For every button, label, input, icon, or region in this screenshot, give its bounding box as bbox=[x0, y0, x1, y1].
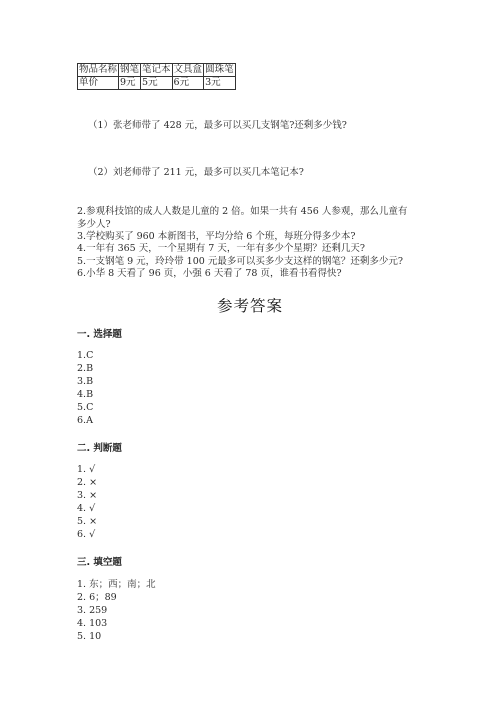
answer-item: 2. 6；89 bbox=[77, 592, 117, 603]
price-table bbox=[77, 63, 236, 90]
question-2-line-2: 多少人? bbox=[77, 219, 111, 230]
table-cell: 钢笔 bbox=[120, 64, 140, 75]
answer-item: 1. √ bbox=[77, 464, 96, 475]
question-1-part-2: （2）刘老师带了 211 元，最多可以买几本笔记本? bbox=[88, 167, 304, 178]
answer-item: 5.C bbox=[77, 402, 94, 413]
section-title-fill-blank: 三. 填空题 bbox=[77, 557, 122, 568]
answer-item: 3. 259 bbox=[77, 605, 108, 616]
question-3: 3.学校购买了 960 本新图书，平均分给 6 个班，每班分得多少本? bbox=[77, 231, 356, 242]
section-title-choice: 一. 选择题 bbox=[77, 329, 122, 340]
answer-item: 2. × bbox=[77, 477, 98, 488]
question-4: 4.一年有 365 天，一个星期有 7 天，一年有多少个星期？还剩几天? bbox=[77, 243, 365, 254]
answer-item: 4. 103 bbox=[77, 618, 108, 629]
question-2-line-1: 2.参观科技馆的成人人数是儿童的 2 倍。如果一共有 456 人参观，那么儿童有 bbox=[77, 206, 408, 217]
answer-item: 4.B bbox=[77, 389, 94, 400]
answer-item: 6. √ bbox=[77, 529, 96, 540]
table-cell: 3元 bbox=[204, 77, 236, 90]
table-row bbox=[78, 77, 236, 90]
table-cell: 6元 bbox=[172, 77, 204, 90]
question-1-part-1: （1）张老师带了 428 元，最多可以买几支钢笔?还剩多少钱? bbox=[88, 120, 347, 131]
answer-item: 2.B bbox=[77, 363, 94, 374]
answer-item: 5. × bbox=[77, 516, 98, 527]
table-cell: 笔记本 bbox=[142, 64, 171, 75]
answer-item: 3. × bbox=[77, 490, 98, 501]
answer-item: 1.C bbox=[77, 350, 94, 361]
table-cell: 圆珠笔 bbox=[205, 64, 234, 75]
table-cell: 单价 bbox=[78, 77, 119, 90]
answer-item: 1. 东；西；南；北 bbox=[77, 579, 156, 590]
question-6: 6.小华 8 天看了 96 页，小强 6 天看了 78 页，谁看书看得快? bbox=[77, 268, 342, 279]
table-header-row bbox=[78, 64, 236, 77]
section-title-judgement: 二. 判断题 bbox=[77, 443, 122, 454]
table-cell: 9元 bbox=[119, 77, 141, 90]
table-cell: 5元 bbox=[141, 77, 173, 90]
answer-item: 4. √ bbox=[77, 503, 96, 514]
answer-item: 5. 10 bbox=[77, 631, 102, 642]
table-cell: 文具盒 bbox=[173, 64, 203, 75]
answer-item: 6.A bbox=[77, 415, 93, 426]
answer-title: 参考答案 bbox=[216, 297, 283, 315]
question-5: 5.一支钢笔 9 元，玲玲带 100 元最多可以买多少支这样的钢笔？还剩多少元? bbox=[77, 256, 403, 267]
answer-item: 3.B bbox=[77, 376, 94, 387]
table-cell: 物品名称 bbox=[79, 64, 118, 75]
